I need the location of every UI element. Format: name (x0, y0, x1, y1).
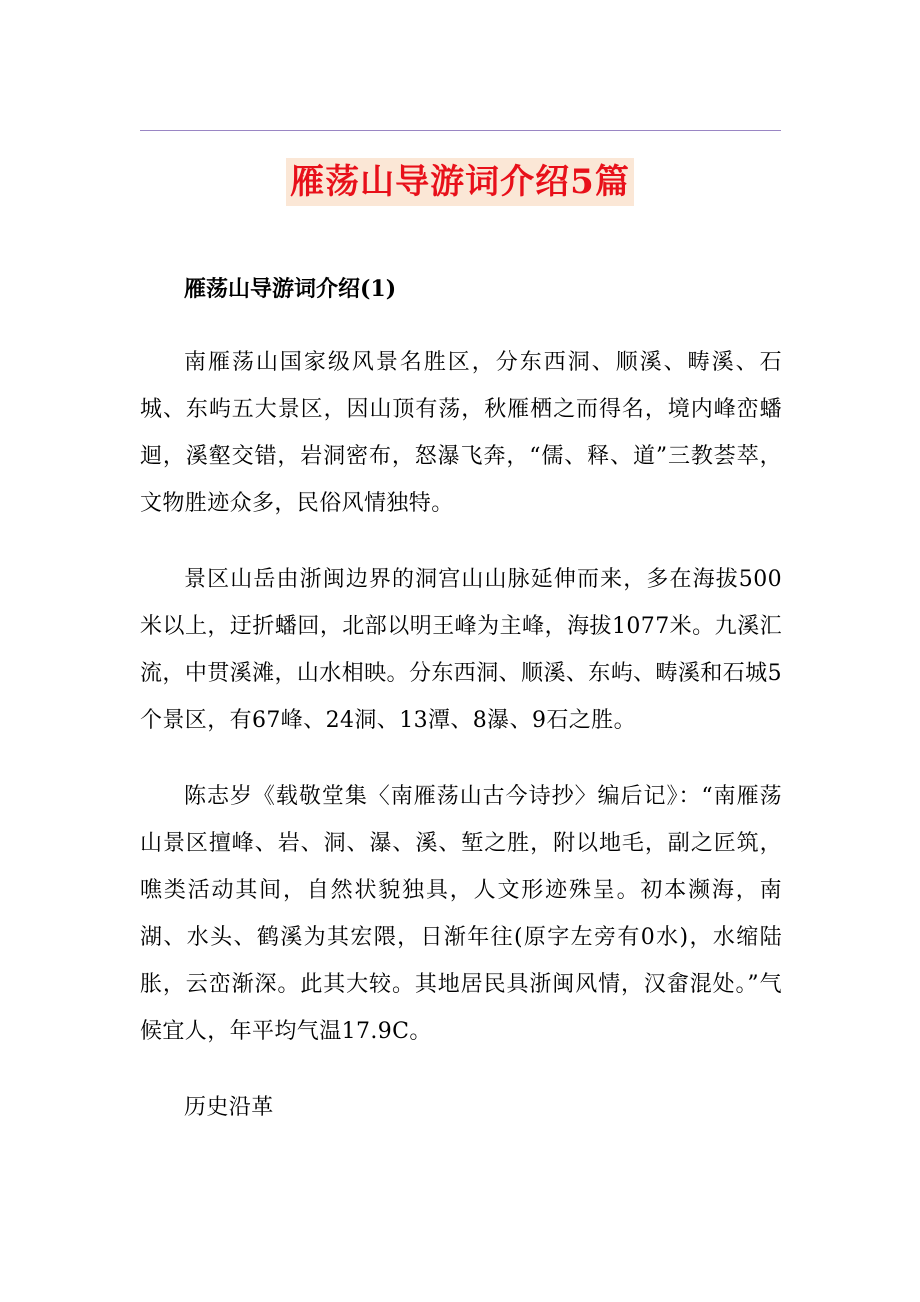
paragraph-2: 景区山岳由浙闽边界的洞宫山山脉延伸而来，多在海拔500米以上，迂折蟠回，北部以明王峰为主峰，海拔1077米。九溪汇流，中贯溪滩，山水相映。分东西洞、顺溪、东屿、畴溪和石城5个景区，有67峰、24洞、13潭、8瀑、9石之胜。 (140, 567, 782, 733)
subsection-heading-history: 历史沿革 (184, 1095, 274, 1120)
document-title: 雁荡山导游词介绍5篇 (286, 158, 634, 206)
paragraph-3: 陈志岁《载敬堂集〈南雁荡山古今诗抄〉编后记》：“南雁荡山景区擅峰、岩、洞、瀑、溪、堑之胜，附以地毛，副之匠筑，噍类活动其间，自然状貌独具，人文形迹殊呈。初本濒海，南湖、水头、鹤溪为其宏隈，日渐年往(原字左旁有0水)，水缩陆胀，云峦渐深。此其大较。其地居民具浙闽风情，汉畲混处。”气候宜人，年平均气温17.9C。 (140, 784, 782, 1044)
header-rule (140, 130, 781, 131)
paragraph-1: 南雁荡山国家级风景名胜区，分东西洞、顺溪、畴溪、石城、东屿五大景区，因山顶有荡，秋雁栖之而得名，境内峰峦蟠迴，溪壑交错，岩洞密布，怒瀑飞奔，“儒、释、道”三教荟萃，文物胜迹众多，民俗风情独特。 (140, 350, 782, 516)
section-heading: 雁荡山导游词介绍(1) (184, 276, 397, 302)
title-container (0, 158, 920, 206)
document-body (140, 266, 782, 1131)
